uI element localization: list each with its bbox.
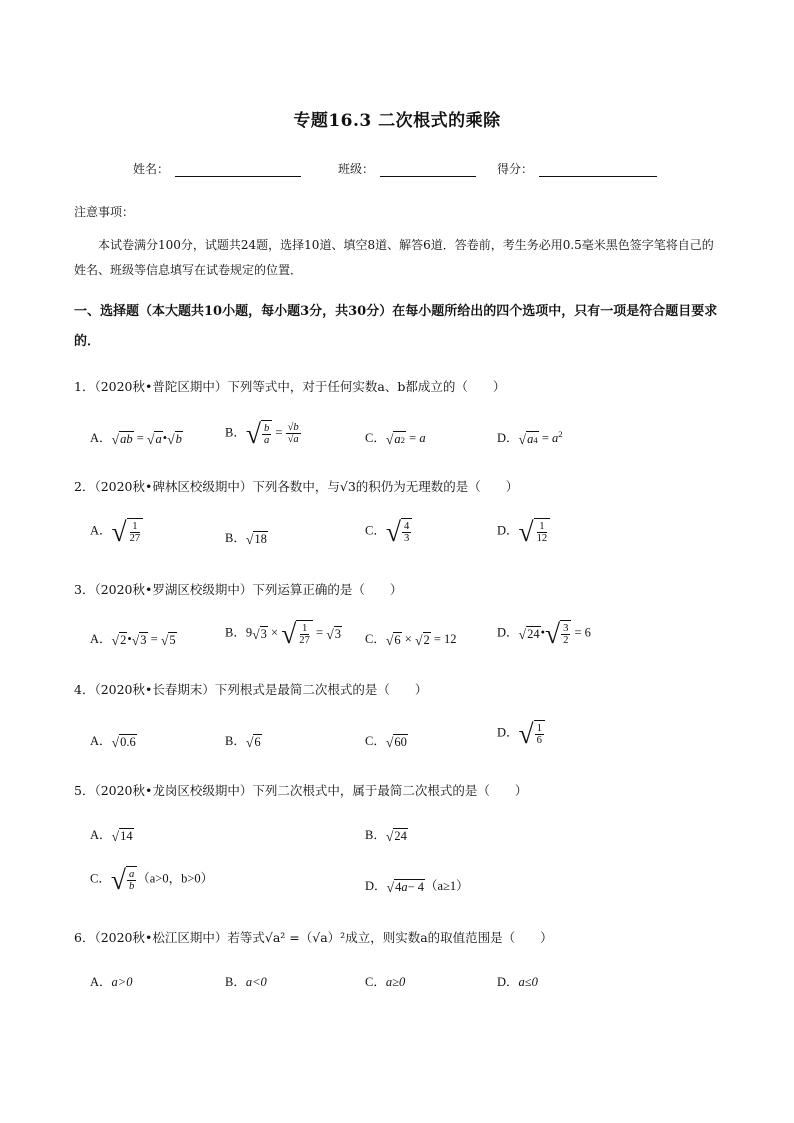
question-stem: 6．（2020秋•松江区期中）若等式√a² =（√a）²成立，则实数a的取值范围是（ ） [74, 930, 553, 945]
question-stem: 3．（2020秋•罗湖区校级期中）下列运算正确的是（ ） [74, 582, 403, 597]
question-stem: 1．（2020秋•普陀区期中）下列等式中，对于任何实数a、b都成立的（ ） [74, 379, 506, 394]
question-stem: 2．（2020秋•碑林区校级期中）下列各数中，与√3的积仍为无理数的是（ ） [74, 479, 519, 494]
q3-option-a[interactable]: A． √ 2 • √ 3 = √ 5 [90, 632, 176, 649]
section-heading: 一、选择题（本大题共10小题，每小题3分，共30分）在每小题所给出的四个选项中，只有一项是符合题目要求的． [74, 304, 718, 349]
q3-option-d[interactable]: D． √ 24 • √ $\frac{3}{2}$ = 6 [497, 618, 591, 649]
notice-heading: 注意事项： [74, 205, 135, 219]
score-label: 得分： [497, 162, 534, 176]
score-field[interactable] [497, 160, 657, 177]
page-title: 专题16.3 二次根式的乘除 [293, 111, 501, 131]
q4-option-a[interactable]: A． √ 0.6 [90, 734, 136, 751]
score-blank[interactable] [539, 163, 657, 177]
q2-option-c[interactable]: C． √ $\frac{4}{3}$ [365, 518, 412, 546]
q2-option-b[interactable]: B． √ 18 [225, 531, 267, 548]
class-blank[interactable] [380, 163, 476, 177]
q6-option-d[interactable]: D．a≤0 [497, 975, 538, 989]
q2-option-d[interactable]: D． √ $\frac{1}{12}$ [497, 518, 550, 546]
name-label: 姓名： [133, 162, 170, 176]
q1-option-d[interactable]: D． √ a 4 = $a^2$ [497, 428, 563, 448]
name-blank[interactable] [175, 163, 301, 177]
notice-body: 本试卷满分100分，试题共24题，选择10道、填空8道、解答6道．答卷前，考生务必用0.5毫米黑色签字笔将自己的姓名、班级等信息填写在试卷规定的位置． [74, 238, 714, 277]
name-field[interactable] [133, 160, 301, 177]
class-label: 班级： [338, 162, 375, 176]
q5-option-b[interactable]: B． √ 24 [365, 828, 407, 845]
q6-option-c[interactable]: C．a≥0 [365, 975, 406, 989]
q4-option-b[interactable]: B． √ 6 [225, 734, 261, 751]
q1-option-c[interactable]: C． √ a 2 = a [365, 431, 426, 448]
q1-option-b[interactable]: B． √ $\frac{b}{a}$ = $\frac{√b}{√a}$ [225, 418, 299, 449]
question-stem: 5．（2020秋•龙岗区校级期中）下列二次根式中，属于最简二次根式的是（ ） [74, 783, 528, 798]
q3-option-b[interactable]: B．9 √ 3 × √ $\frac{1}{27}$ = √ 3 [225, 618, 342, 649]
q4-option-d[interactable]: D． √ $\frac{1}{6}$ [497, 720, 545, 748]
q6-option-a[interactable]: A．a>0 [90, 975, 133, 989]
q5-option-a[interactable]: A． √ 14 [90, 828, 133, 845]
class-field[interactable] [338, 160, 476, 177]
q5-option-c[interactable]: C． √ $\frac{a}{b}$ （a>0，b>0） [90, 864, 214, 895]
q2-option-a[interactable]: A． √ $\frac{1}{27}$ [90, 518, 143, 546]
q5-d-condition: （a≥1） [425, 879, 469, 893]
q5-c-condition: （a>0，b>0） [137, 871, 214, 886]
q5-option-d[interactable]: D． √ 4 a − 4 （a≥1） [365, 879, 469, 896]
q1-option-a[interactable]: A． √ ab = √ a • √ b [90, 431, 182, 448]
q3-option-c[interactable]: C． √ 6 × √ 2 = 12 [365, 632, 457, 649]
q4-option-c[interactable]: C． √ 60 [365, 734, 407, 751]
q6-option-b[interactable]: B．a<0 [225, 975, 267, 989]
question-stem: 4．（2020秋•长春期末）下列根式是最简二次根式的是（ ） [74, 682, 428, 697]
